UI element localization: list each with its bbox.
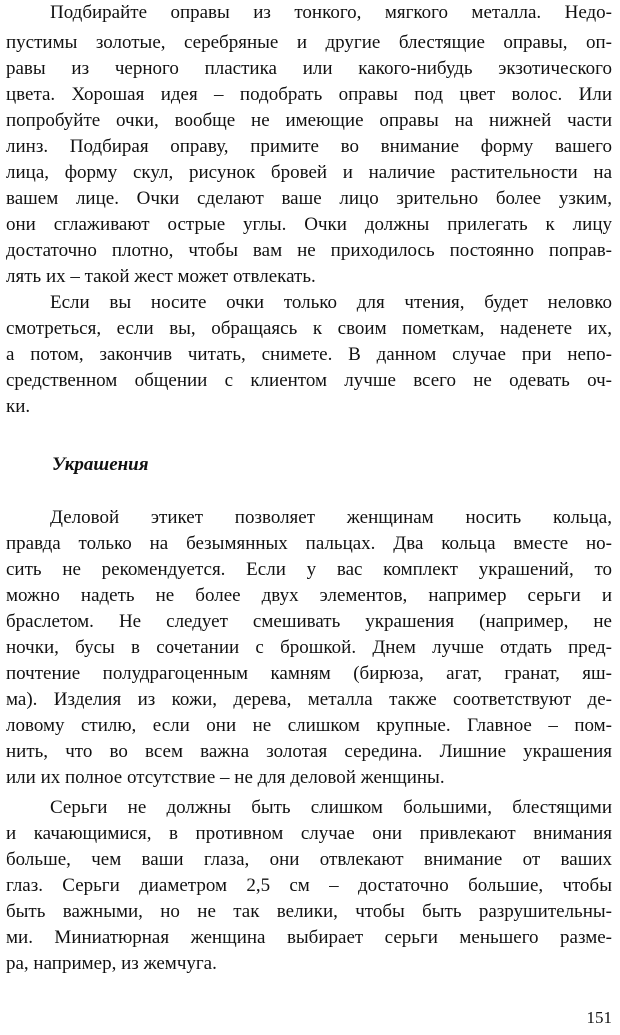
paragraph-4-line-4: глаз. Серьги диаметром 2,5 см – достаточно большие, чтобы [6, 875, 612, 896]
paragraph-1-line-1: Подбирайте оправы из тонкого, мягкого металла. Недо- [50, 2, 612, 23]
paragraph-3-line-1: Деловой этикет позволяет женщинам носить кольца, [50, 507, 612, 528]
paragraph-1-line-9: они сглаживают острые углы. Очки должны прилегать к лицу [6, 214, 612, 235]
paragraph-1-line-2: пустимы золотые, серебряные и другие блестящие оправы, оп- [6, 32, 612, 53]
paragraph-4-line-3: больше, чем ваши глаза, они отвлекают внимание от ваших [6, 849, 612, 870]
paragraph-1-line-5: попробуйте очки, вообще не имеющие оправы на нижней части [6, 110, 612, 131]
paragraph-2-line-2: смотреться, если вы, обращаясь к своим пометкам, наденете их, [6, 318, 612, 339]
paragraph-3-line-9: ловому стилю, если они не слишком крупные. Главное – пом- [6, 715, 612, 736]
paragraph-2-line-3: а потом, закончив читать, снимете. В данном случае при непо- [6, 344, 612, 365]
page-number: 151 [586, 1008, 612, 1027]
paragraph-4-line-7: ра, например, из жемчуга. [6, 953, 217, 974]
paragraph-3-line-10: нить, что во всем важна золотая середина. Лишние украшения [6, 741, 612, 762]
paragraph-3-line-3: сить не рекомендуется. Если у вас комплект украшений, то [6, 559, 612, 580]
paragraph-4-line-1: Серьги не должны быть слишком большими, блестящими [50, 797, 612, 818]
paragraph-4-line-2: и качающимися, в противном случае они привлекают внимания [6, 823, 612, 844]
paragraph-1-line-6: линз. Подбирая оправу, примите во внимание форму вашего [6, 136, 612, 157]
section-heading: Украшения [52, 454, 149, 475]
paragraph-3-line-5: браслетом. Не следует смешивать украшения (например, не [6, 611, 612, 632]
paragraph-3-line-4: можно надеть не более двух элементов, например серьги и [6, 585, 612, 606]
paragraph-1-line-8: вашем лице. Очки сделают ваше лицо зрительно более узким, [6, 188, 612, 209]
paragraph-1-line-3: равы из черного пластика или какого-нибудь экзотического [6, 58, 612, 79]
paragraph-3-line-11: или их полное отсутствие – не для деловой женщины. [6, 767, 445, 788]
paragraph-3-line-2: правда только на безымянных пальцах. Два кольца вместе но- [6, 533, 612, 554]
paragraph-2-line-5: ки. [6, 396, 31, 417]
paragraph-1-line-11: лять их – такой жест может отвлекать. [6, 266, 316, 287]
paragraph-2-line-4: средственном общении с клиентом лучше всего не одевать оч- [6, 370, 612, 391]
paragraph-3-line-6: ночки, бусы в сочетании с брошкой. Днем лучше отдать пред- [6, 637, 612, 658]
paragraph-4-line-6: ми. Миниатюрная женщина выбирает серьги меньшего разме- [6, 927, 612, 948]
paragraph-1-line-10: достаточно плотно, чтобы вам не приходилось постоянно поправ- [6, 240, 612, 261]
paragraph-3-line-7: почтение полудрагоценным камням (бирюза, агат, гранат, яш- [6, 663, 612, 684]
paragraph-2-line-1: Если вы носите очки только для чтения, будет неловко [50, 292, 612, 313]
paragraph-1-line-7: лица, форму скул, рисунок бровей и наличие растительности на [6, 162, 612, 183]
paragraph-4-line-5: быть важными, но не так велики, чтобы быть разрушительны- [6, 901, 612, 922]
paragraph-3-line-8: ма). Изделия из кожи, дерева, металла также соответствуют де- [6, 689, 612, 710]
paragraph-1-line-4: цвета. Хорошая идея – подобрать оправы под цвет волос. Или [6, 84, 612, 105]
